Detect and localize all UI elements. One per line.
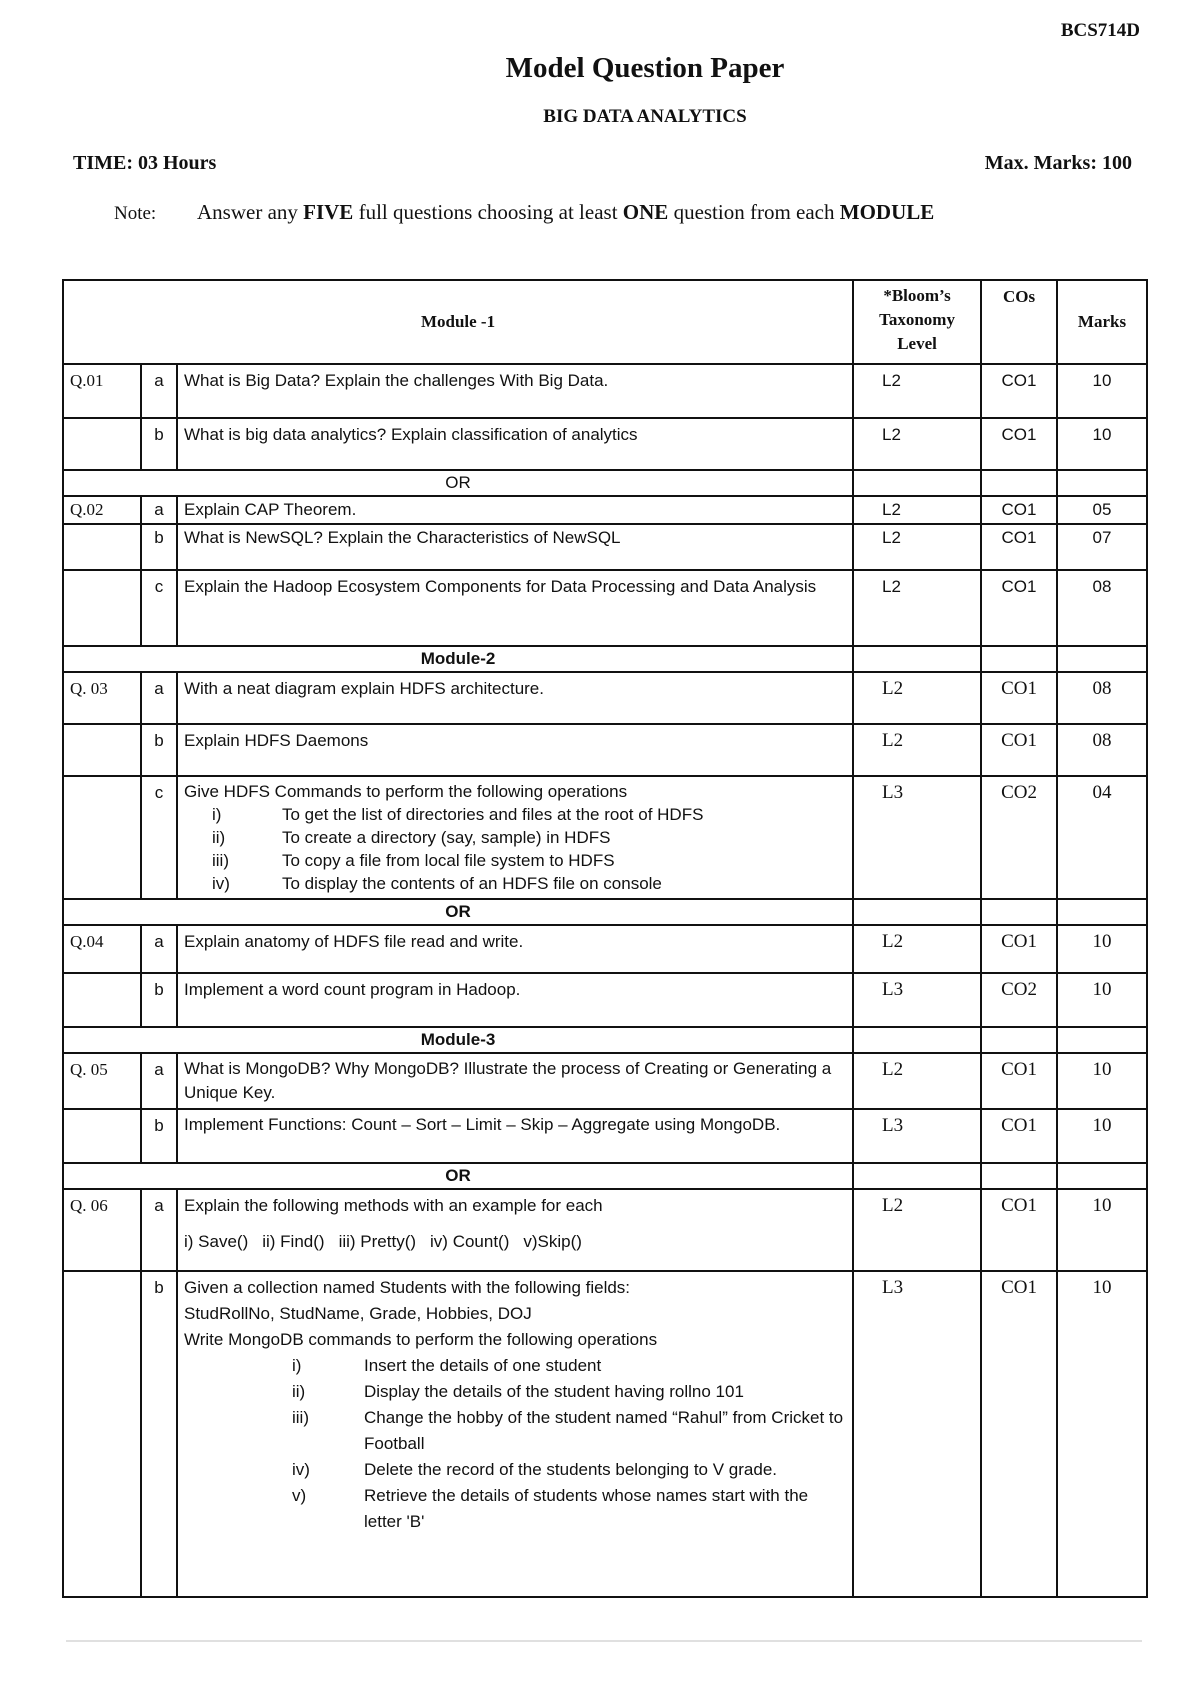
course-outcome: CO1: [981, 418, 1057, 470]
list-item: [184, 849, 846, 872]
sub-question-label: c: [141, 570, 177, 646]
module-row: [63, 646, 1147, 672]
course-code: BCS714D: [1060, 20, 1140, 41]
question-intro: Give HDFS Commands to perform the following operations: [184, 782, 628, 801]
item-number: iii): [292, 1408, 309, 1427]
course-outcome: CO1: [981, 724, 1057, 776]
course-outcome: CO2: [981, 973, 1057, 1027]
item-number: i): [212, 805, 222, 824]
item-number: v): [292, 1486, 307, 1505]
question-text: Implement a word count program in Hadoop.: [177, 973, 853, 1027]
or-row: [63, 470, 1147, 496]
blooms-level: L2: [853, 364, 981, 418]
question-intro: Explain the following methods with an example for each: [184, 1196, 603, 1215]
question-text: Explain HDFS Daemons: [177, 724, 853, 776]
sub-question-label: b: [141, 1271, 177, 1597]
table-row: [63, 925, 1147, 973]
note-text: full questions choosing at least: [353, 200, 623, 224]
course-outcome: CO1: [981, 1109, 1057, 1163]
marks-value: 05: [1057, 496, 1147, 524]
question-text: Explain CAP Theorem.: [177, 496, 853, 524]
blooms-level: L2: [853, 496, 981, 524]
question-number: Q.01: [63, 364, 141, 418]
item-number: iii): [212, 851, 229, 870]
or-divider: OR: [63, 470, 853, 496]
item-number: i): [292, 1356, 302, 1375]
blooms-level: L2: [853, 724, 981, 776]
module-2-heading: Module-2: [63, 646, 853, 672]
sub-question-label: a: [141, 496, 177, 524]
table-row: [63, 1109, 1147, 1163]
table-row: [63, 570, 1147, 646]
subject-title: BIG DATA ANALYTICS: [543, 106, 747, 127]
list-item: [184, 872, 846, 895]
table-row: [63, 1271, 1147, 1597]
course-outcome: CO1: [981, 1053, 1057, 1109]
course-outcome: CO1: [981, 925, 1057, 973]
question-number: Q.04: [63, 925, 141, 973]
module-1-heading: Module -1: [63, 280, 853, 364]
method-item: iv) Count(): [430, 1232, 510, 1251]
question-text: Implement Functions: Count – Sort – Limit – Skip – Aggregate using MongoDB.: [177, 1109, 853, 1163]
question-text: Explain the Hadoop Ecosystem Components for Data Processing and Data Analysis: [177, 570, 853, 646]
note-line: [114, 200, 934, 225]
note-emphasis: FIVE: [303, 200, 354, 224]
item-number: iv): [292, 1460, 310, 1479]
bottom-divider: [66, 1640, 1142, 1642]
sub-question-label: b: [141, 524, 177, 570]
or-row: [63, 899, 1147, 925]
blooms-level: L2: [853, 1053, 981, 1109]
marks-value: 10: [1057, 1109, 1147, 1163]
course-outcome: CO1: [981, 1271, 1057, 1597]
list-item: [184, 826, 846, 849]
module-3-heading: Module-3: [63, 1027, 853, 1053]
item-text: Retrieve the details of students whose names start with the letter 'B': [364, 1486, 809, 1531]
question-text: What is MongoDB? Why MongoDB? Illustrate the process of Creating or Generating a Unique Key.: [177, 1053, 853, 1109]
item-text: Change the hobby of the student named “Rahul” from Cricket to Football: [364, 1408, 844, 1453]
blooms-level: L3: [853, 1271, 981, 1597]
note-text: question from each: [668, 200, 840, 224]
or-divider: OR: [63, 899, 853, 925]
list-item: [184, 1379, 846, 1405]
max-marks-label: Max. Marks: 100: [984, 152, 1132, 174]
blooms-level: L2: [853, 1189, 981, 1271]
item-text: Display the details of the student having rollno 101: [364, 1382, 744, 1401]
marks-value: 07: [1057, 524, 1147, 570]
item-text: To copy a file from local file system to HDFS: [282, 851, 615, 870]
note-emphasis: ONE: [622, 200, 669, 224]
blooms-level: L2: [853, 418, 981, 470]
question-text: [177, 776, 853, 899]
item-text: To get the list of directories and files at the root of HDFS: [282, 805, 704, 824]
question-text: Explain anatomy of HDFS file read and write.: [177, 925, 853, 973]
sub-question-label: c: [141, 776, 177, 899]
table-row: [63, 1189, 1147, 1271]
item-text: Insert the details of one student: [364, 1356, 602, 1375]
course-outcome: CO1: [981, 1189, 1057, 1271]
list-item: [184, 1483, 846, 1535]
question-intro: Given a collection named Students with the following fields:: [184, 1278, 631, 1297]
table-row: [63, 973, 1147, 1027]
sub-question-label: b: [141, 1109, 177, 1163]
note-emphasis: MODULE: [839, 200, 935, 224]
or-divider: OR: [63, 1163, 853, 1189]
question-number: Q. 03: [63, 672, 141, 724]
question-text: What is NewSQL? Explain the Characteristics of NewSQL: [177, 524, 853, 570]
marks-value: 08: [1057, 724, 1147, 776]
table-header-row: [63, 280, 1147, 364]
method-item: v)Skip(): [523, 1232, 582, 1251]
table-row: [63, 1053, 1147, 1109]
question-text: With a neat diagram explain HDFS architecture.: [177, 672, 853, 724]
method-item: iii) Pretty(): [338, 1232, 417, 1251]
marks-value: 08: [1057, 672, 1147, 724]
course-outcome: CO1: [981, 672, 1057, 724]
list-item: [184, 1353, 846, 1379]
table-row: [63, 672, 1147, 724]
method-item: ii) Find(): [262, 1232, 325, 1251]
marks-value: 04: [1057, 776, 1147, 899]
methods-list: [184, 1229, 846, 1255]
marks-heading: Marks: [1057, 280, 1147, 364]
note-text: Answer any: [197, 200, 304, 224]
marks-value: 10: [1057, 364, 1147, 418]
sub-question-label: a: [141, 672, 177, 724]
module-row: [63, 1027, 1147, 1053]
blooms-level: L2: [853, 925, 981, 973]
list-item: [184, 803, 846, 826]
blooms-level: L3: [853, 973, 981, 1027]
question-text: What is Big Data? Explain the challenges With Big Data.: [177, 364, 853, 418]
item-number: ii): [212, 828, 226, 847]
sub-question-label: a: [141, 1189, 177, 1271]
operations-list: [184, 803, 846, 895]
item-text: Delete the record of the students belonging to V grade.: [364, 1460, 777, 1479]
question-number: Q. 06: [63, 1189, 141, 1271]
blooms-heading: *Bloom’s Taxonomy Level: [853, 280, 981, 364]
course-outcome: CO1: [981, 524, 1057, 570]
marks-value: 10: [1057, 1053, 1147, 1109]
or-row: [63, 1163, 1147, 1189]
cos-heading: COs: [981, 280, 1057, 364]
course-outcome: CO1: [981, 364, 1057, 418]
marks-value: 10: [1057, 1189, 1147, 1271]
note-label: Note:: [114, 203, 157, 224]
list-item: [184, 1457, 846, 1483]
question-text: [177, 1189, 853, 1271]
item-number: iv): [212, 874, 230, 893]
marks-value: 08: [1057, 570, 1147, 646]
page-title: Model Question Paper: [505, 52, 785, 84]
sub-question-label: b: [141, 418, 177, 470]
list-item: [184, 1405, 846, 1457]
marks-value: 10: [1057, 973, 1147, 1027]
table-row: [63, 496, 1147, 524]
blooms-level: L2: [853, 524, 981, 570]
table-row: [63, 364, 1147, 418]
item-text: To create a directory (say, sample) in HDFS: [282, 828, 611, 847]
question-table: [62, 279, 1148, 1598]
course-outcome: CO2: [981, 776, 1057, 899]
question-number: Q. 05: [63, 1053, 141, 1109]
marks-value: 10: [1057, 418, 1147, 470]
blooms-level: L3: [853, 1109, 981, 1163]
question-instruction: Write MongoDB commands to perform the following operations: [184, 1330, 658, 1349]
blooms-level: L2: [853, 570, 981, 646]
sub-question-label: b: [141, 973, 177, 1027]
marks-value: 10: [1057, 1271, 1147, 1597]
table-row: [63, 418, 1147, 470]
method-item: i) Save(): [184, 1232, 249, 1251]
question-text: What is big data analytics? Explain classification of analytics: [177, 418, 853, 470]
operations-list: [184, 1353, 846, 1535]
blooms-level: L2: [853, 672, 981, 724]
item-number: ii): [292, 1382, 306, 1401]
marks-value: 10: [1057, 925, 1147, 973]
table-row: [63, 724, 1147, 776]
table-row: [63, 776, 1147, 899]
blooms-level: L3: [853, 776, 981, 899]
field-list: StudRollNo, StudName, Grade, Hobbies, DOJ: [184, 1304, 532, 1323]
course-outcome: CO1: [981, 570, 1057, 646]
sub-question-label: a: [141, 925, 177, 973]
time-label: TIME: 03 Hours: [73, 152, 217, 174]
item-text: To display the contents of an HDFS file on console: [282, 874, 662, 893]
sub-question-label: b: [141, 724, 177, 776]
course-outcome: CO1: [981, 496, 1057, 524]
sub-question-label: a: [141, 1053, 177, 1109]
question-text: [177, 1271, 853, 1597]
sub-question-label: a: [141, 364, 177, 418]
table-row: [63, 524, 1147, 570]
question-number: Q.02: [63, 496, 141, 524]
